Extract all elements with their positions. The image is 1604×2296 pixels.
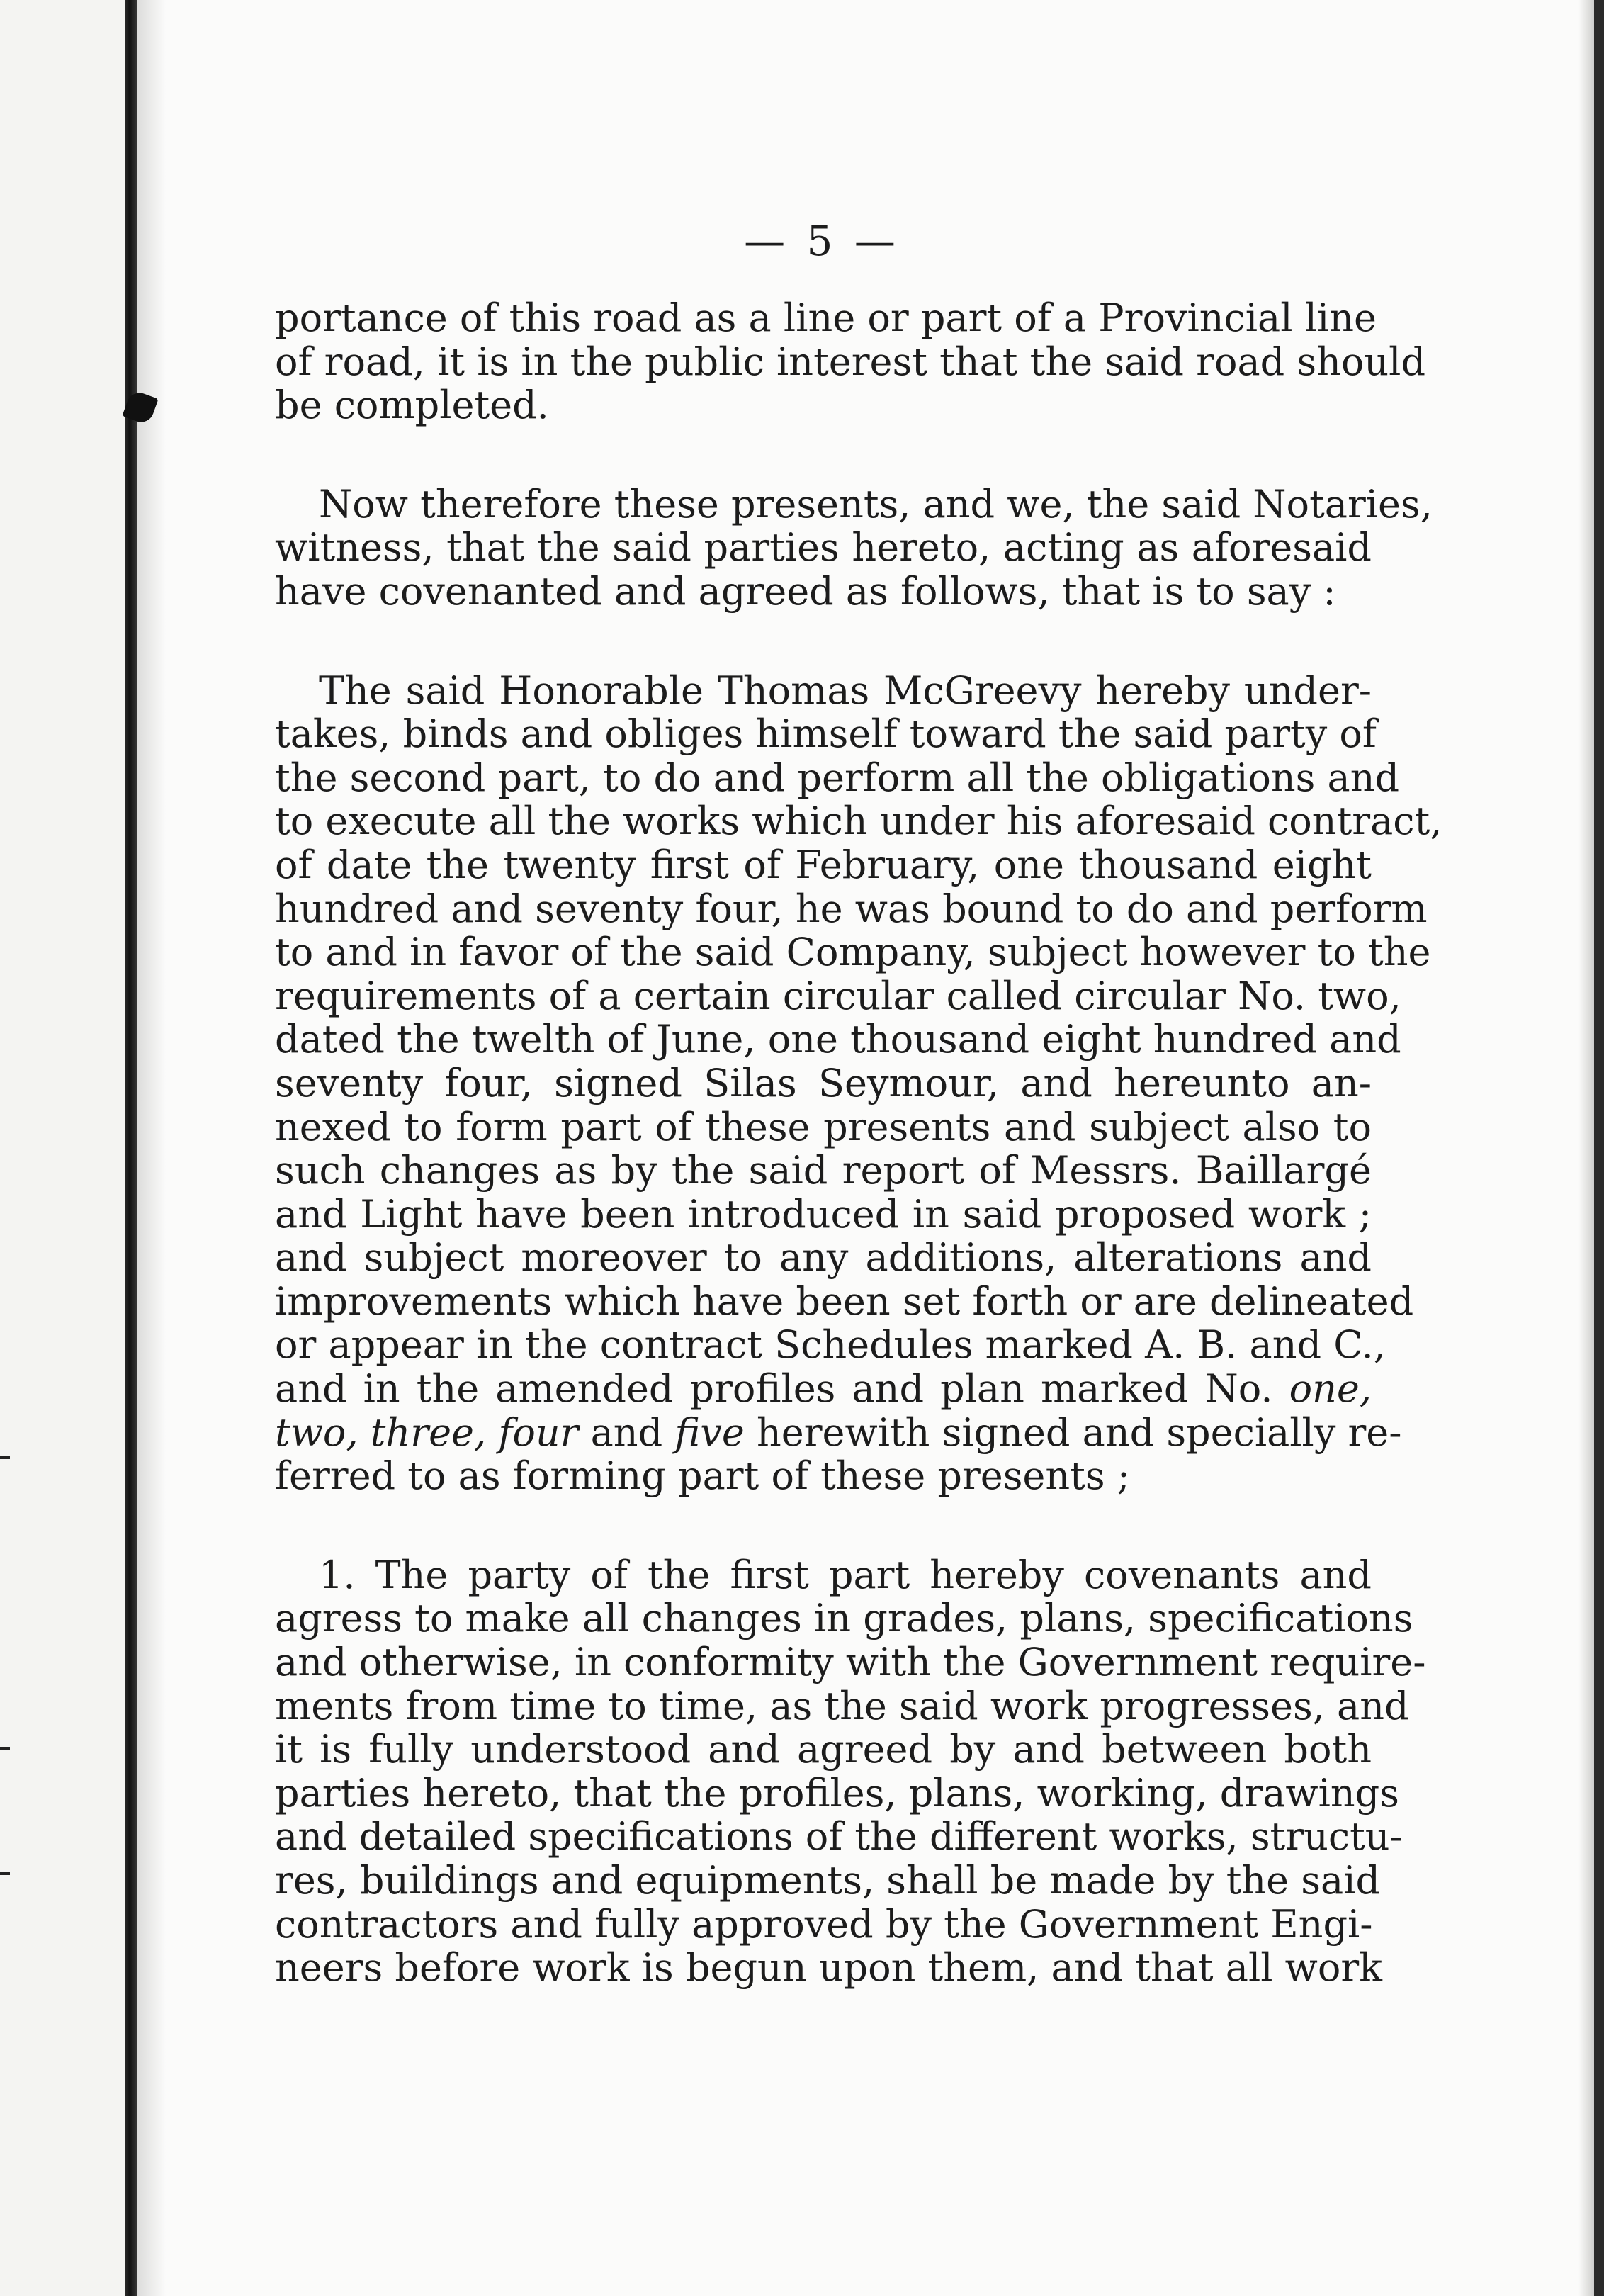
- text-line: it is fully understood and agreed by and between both: [275, 1727, 1372, 1772]
- text-line: improvements which have been set forth or are delineated: [275, 1278, 1414, 1324]
- text-line: 1. The party of the first part hereby covenants and: [319, 1552, 1372, 1597]
- italic-number: three,: [370, 1409, 487, 1455]
- text-line: contractors and fully approved by the Government Engi-: [275, 1901, 1373, 1947]
- binding-shadow: [137, 0, 166, 2296]
- text-line: to and in favor of the said Company, subject however to the: [275, 930, 1431, 975]
- text-line: portance of this road as a line or part of a Provincial line: [275, 296, 1377, 340]
- paragraph: [275, 1552, 1426, 1991]
- text-line: or appear in the contract Schedules marked A. B. and C.,: [275, 1322, 1386, 1368]
- text-segment: herewith signed and specially re-: [756, 1409, 1402, 1455]
- margin-mark: [0, 1747, 10, 1750]
- text-line: such changes as by the said report of Messrs. Baillargé: [275, 1148, 1372, 1193]
- text-line: have covenanted and agreed as follows, that is to say :: [275, 568, 1336, 614]
- left-margin: [0, 0, 125, 2296]
- italic-number: five: [674, 1409, 745, 1455]
- text-line: of date the twenty first of February, one thousand eight: [275, 842, 1372, 887]
- italic-number: one,: [1289, 1366, 1372, 1412]
- text-line: and Light have been introduced in said proposed work ;: [275, 1191, 1372, 1237]
- text-line: takes, binds and obliges himself toward the said party of: [275, 711, 1377, 757]
- text-segment: and in the amended profiles and plan marked No.: [275, 1366, 1273, 1412]
- text-line: [275, 1367, 1372, 1411]
- paragraph: [275, 668, 1442, 1499]
- text-line: be completed.: [275, 383, 549, 428]
- text-line: hundred and seventy four, he was bound to do and perform: [275, 886, 1428, 931]
- text-line: dated the twelth of June, one thousand eight hundred and: [275, 1017, 1401, 1062]
- book-binding: [125, 0, 137, 2296]
- text-line: seventy four, signed Silas Seymour, and hereunto an-: [275, 1060, 1372, 1105]
- paragraph: [275, 481, 1433, 614]
- margin-mark: [0, 1872, 10, 1875]
- text-line: nexed to form part of these presents and subject also to: [275, 1104, 1372, 1149]
- text-line: agress to make all changes in grades, plans, specifications: [275, 1596, 1413, 1641]
- text-line: [275, 1409, 1402, 1455]
- text-line: res, buildings and equipments, shall be made by the said: [275, 1858, 1381, 1903]
- text-line: and otherwise, in conformity with the Government require-: [275, 1640, 1426, 1685]
- text-segment: and: [590, 1409, 663, 1455]
- italic-number: two,: [275, 1409, 358, 1455]
- text-line: and subject moreover to any additions, alterations and: [275, 1235, 1372, 1281]
- text-line: and detailed specifications of the different works, structu-: [275, 1814, 1403, 1859]
- text-line: parties hereto, that the profiles, plans, working, drawings: [275, 1770, 1399, 1816]
- text-line: requirements of a certain circular called circular No. two,: [275, 973, 1401, 1018]
- text-line: to execute all the works which under his aforesaid contract,: [275, 799, 1442, 844]
- italic-number: four: [498, 1409, 579, 1455]
- text-line: the second part, to do and perform all the obligations and: [275, 755, 1400, 800]
- text-line: of road, it is in the public interest that the said road should: [275, 339, 1426, 384]
- text-line: witness, that the said parties hereto, acting as aforesaid: [275, 525, 1372, 570]
- body-text: [275, 296, 1442, 1991]
- page-edge-shadow: [1578, 0, 1594, 2296]
- paragraph: [275, 296, 1426, 428]
- text-line: ments from time to time, as the said work progresses, and: [275, 1683, 1409, 1728]
- text-line: neers before work is begun upon them, and that all work: [275, 1945, 1382, 1991]
- page-edge: [1594, 0, 1604, 2296]
- text-line: The said Honorable Thomas McGreevy hereby under-: [319, 668, 1372, 713]
- text-line: Now therefore these presents, and we, the said Notaries,: [319, 481, 1433, 527]
- page-number: — 5 —: [744, 217, 900, 265]
- text-line: ferred to as forming part of these presents ;: [275, 1453, 1130, 1499]
- margin-mark: [0, 1456, 10, 1459]
